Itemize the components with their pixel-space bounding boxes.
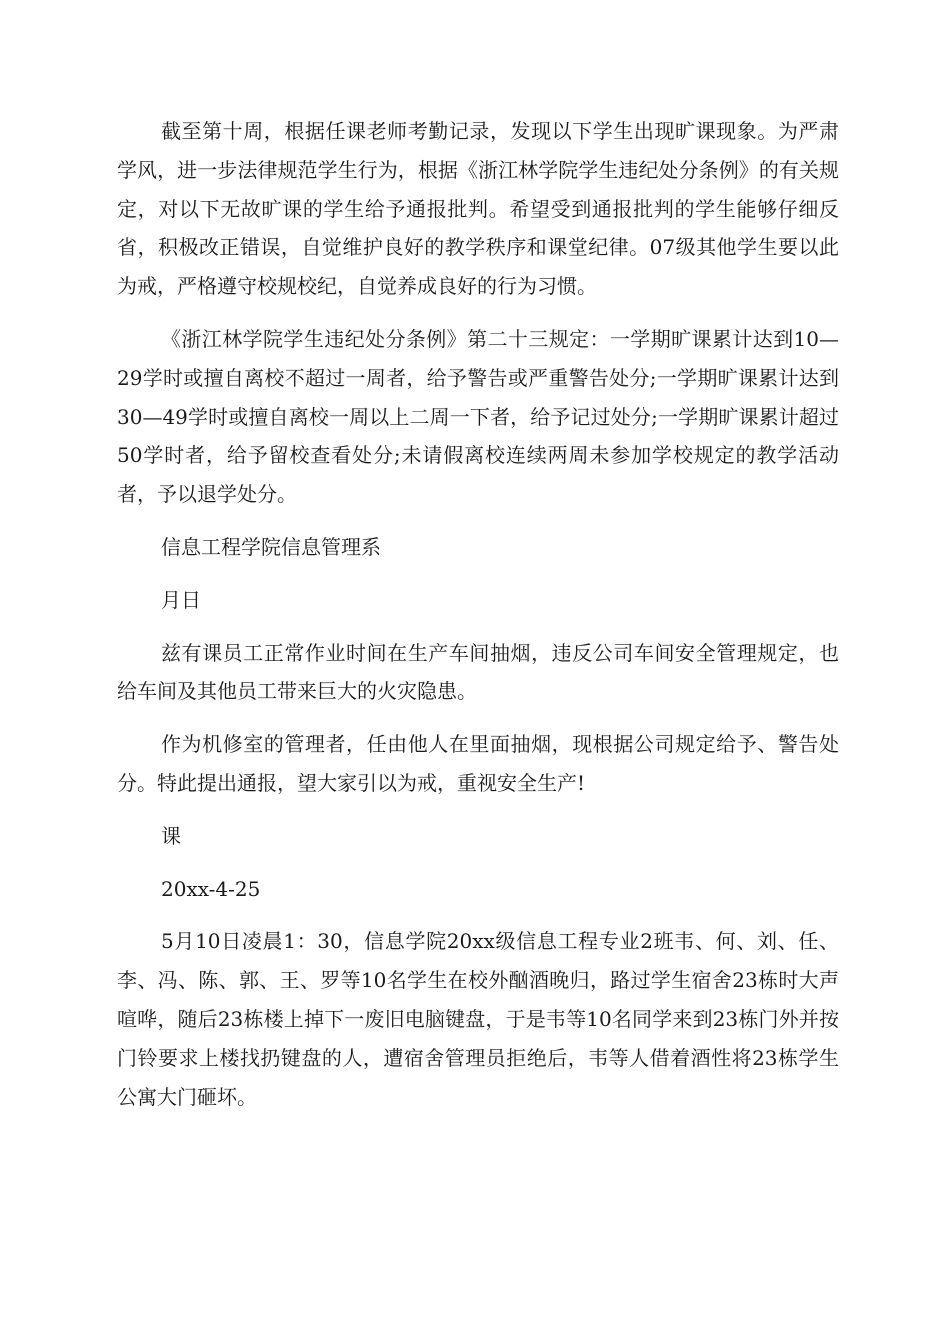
paragraph-smoking-notice: 兹有课员工正常作业时间在生产车间抽烟，违反公司车间安全管理规定，也给车间及其他员工带来巨大的火灾隐患。 <box>117 640 839 704</box>
paragraph-dormitory-incident: 5月10日凌晨1：30，信息学院20xx级信息工程专业2班韦、何、刘、任、李、冯、陈、郭、王、罗等10名学生在校外酗酒晚归，路过学生宿舍23栋时大声喧哗，随后23栋楼上掉下一废旧电脑键盘，于是韦等10名同学来到23栋门外并按门铃要求上楼找扔键盘的人，遭宿舍管理员拒绝后，韦等人借着酒性将23栋学生公寓大门砸坏。 <box>117 929 839 1109</box>
paragraph-date-placeholder: 月日 <box>161 587 201 612</box>
paragraph-warning-decision: 作为机修室的管理者，任由他人在里面抽烟，现根据公司规定给予、警告处分。特此提出通报，望大家引以为戒，重视安全生产! <box>117 732 839 795</box>
paragraph-department-signature: 信息工程学院信息管理系 <box>161 534 381 559</box>
paragraph-attendance-notice: 截至第十周，根据任课老师考勤记录，发现以下学生出现旷课现象。为严肃学风，进一步法律规范学生行为，根据《浙江林学院学生违纪处分条例》的有关规定，对以下无故旷课的学生给予通报批判。希望受到通报批判的学生能够仔细反省，积极改正错误，自觉维护良好的教学秩序和课堂纪律。07级其他学生要以此为戒，严格遵守校规校纪，自觉养成良好的行为习惯。 <box>117 119 839 299</box>
paragraph-regulation-article: 《浙江林学院学生违纪处分条例》第二十三规定：一学期旷课累计达到10—29学时或擅自离校不超过一周者，给予警告或严重警告处分;一学期旷课累计达到30—49学时或擅自离校一周以上二周一下者，给予记过处分;一学期旷课累计超过50学时者，给予留校查看处分;未请假离校连续两周未参加学校规定的教学活动者，予以退学处分。 <box>117 326 839 507</box>
document-body <box>117 112 839 1130</box>
paragraph-date: 20xx-4-25 <box>161 876 261 901</box>
paragraph-section-signature: 课 <box>161 823 181 848</box>
